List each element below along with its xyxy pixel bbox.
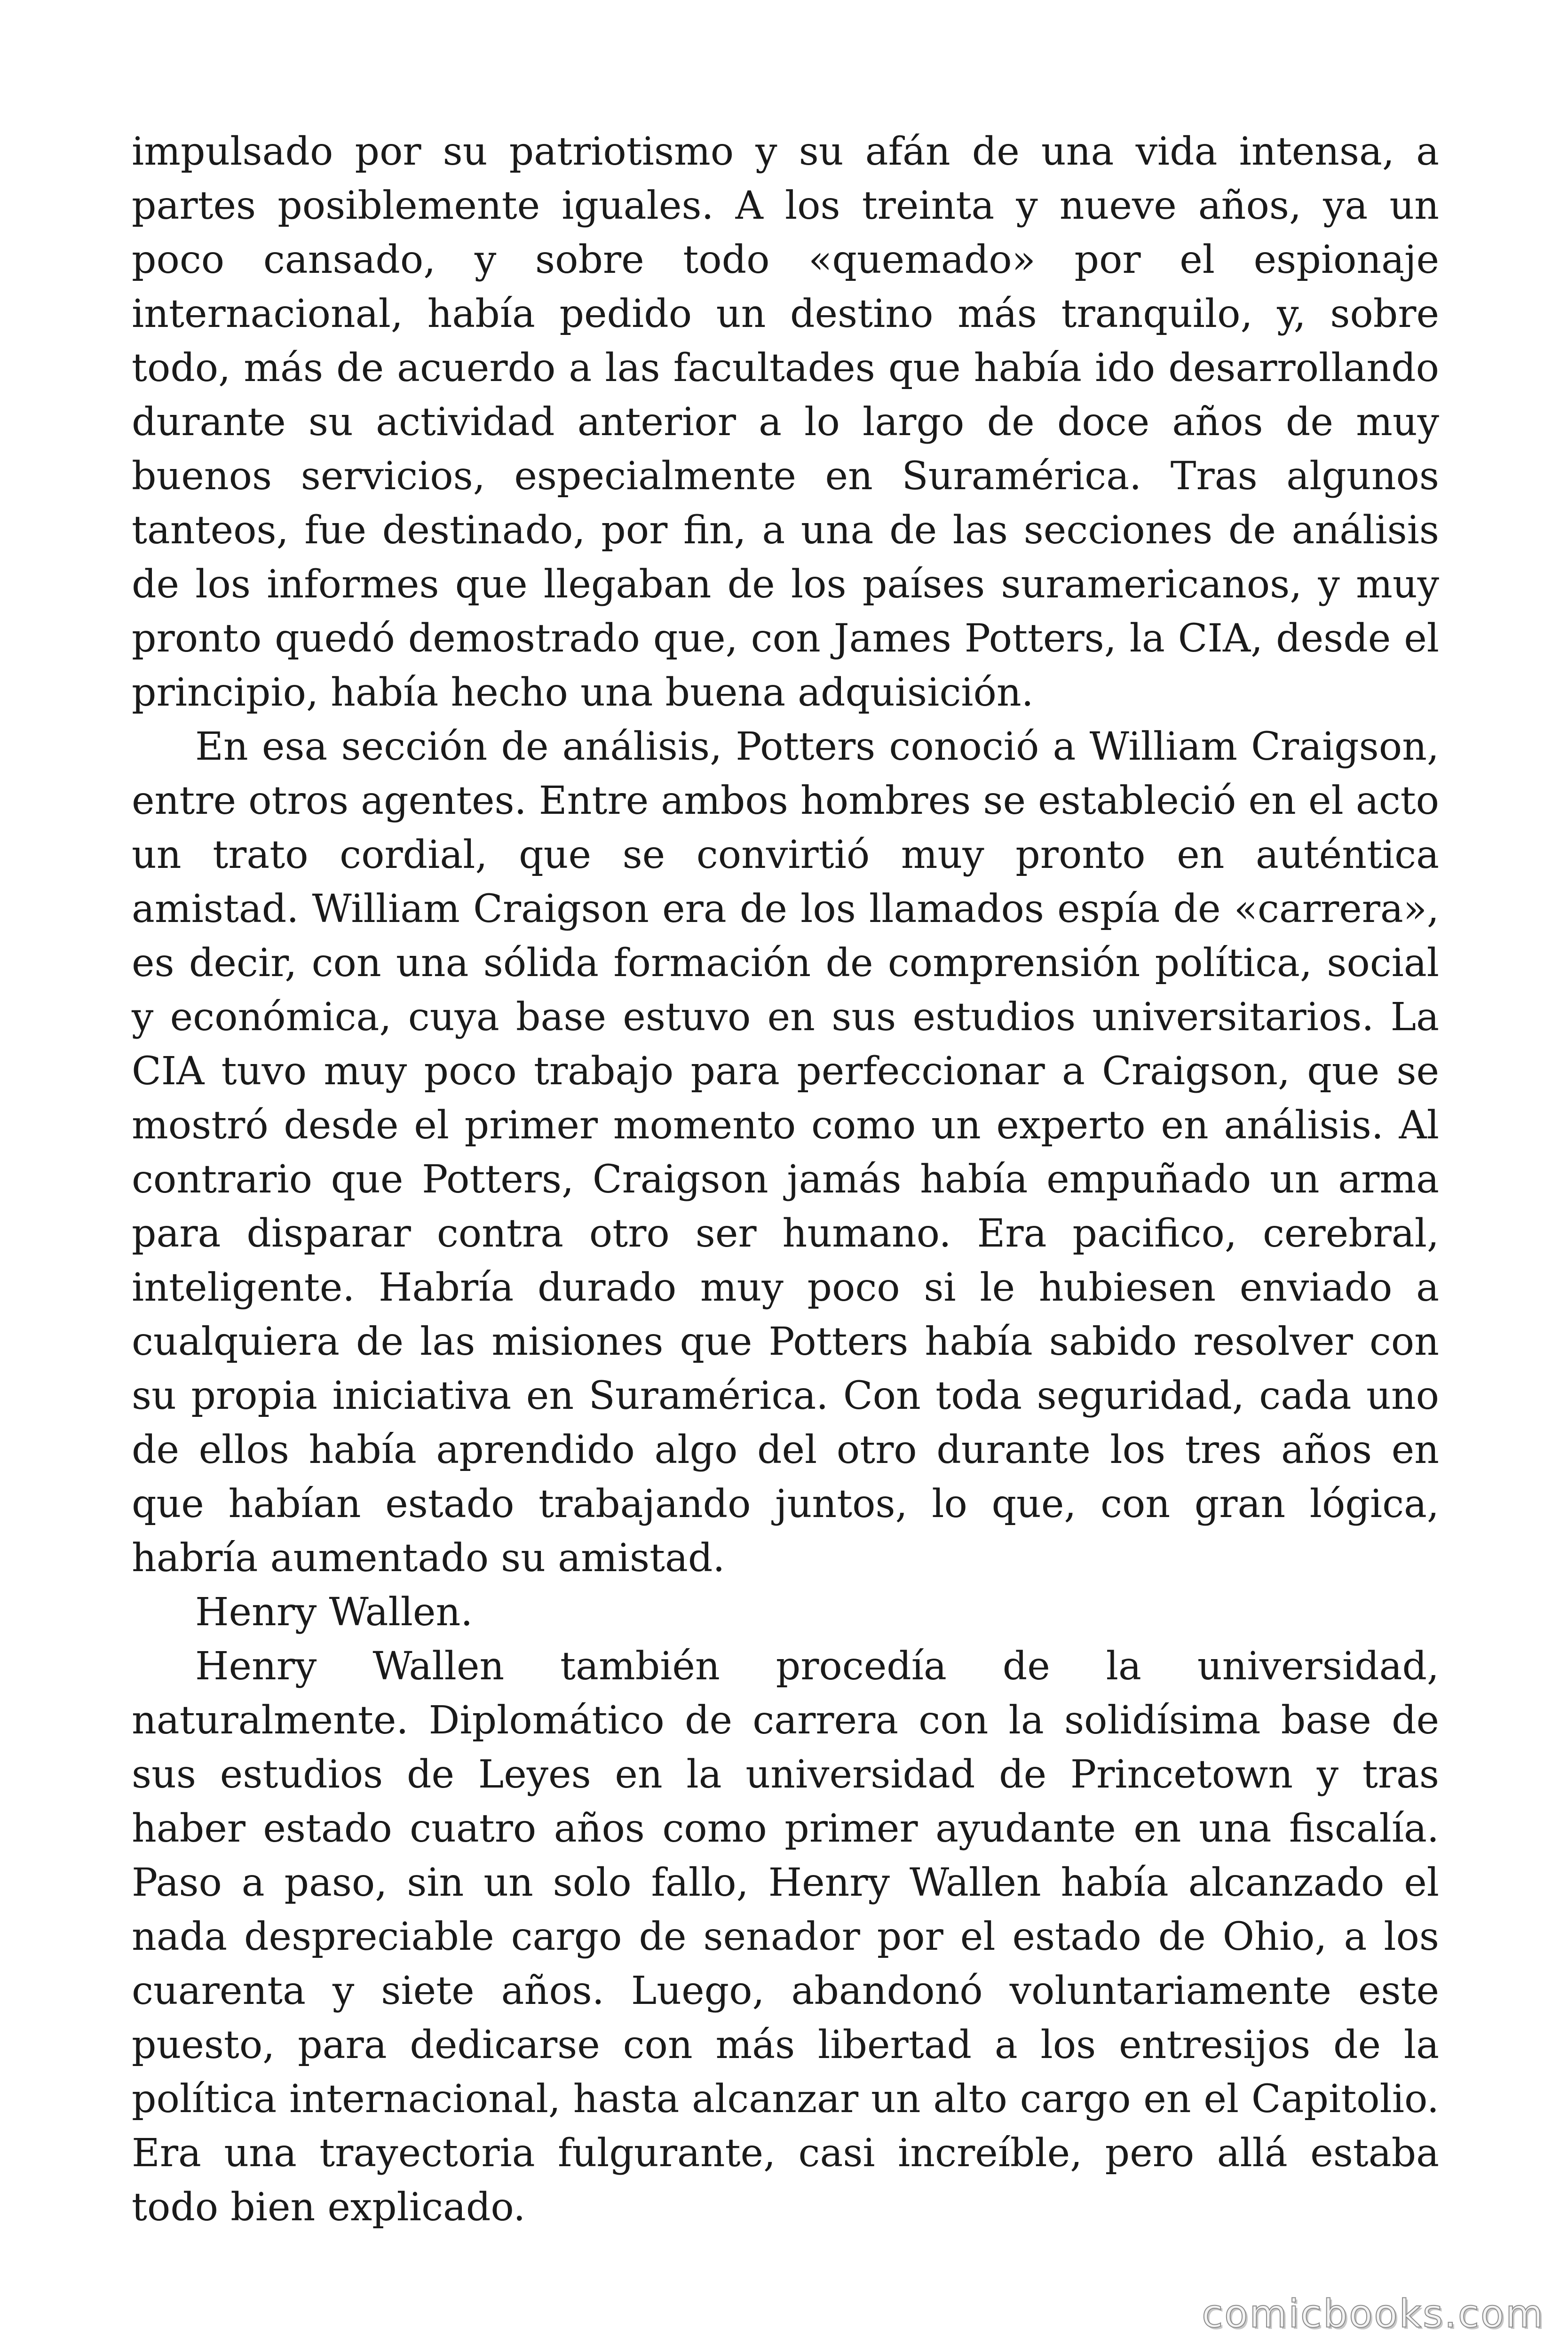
paragraph-henry-wallen-heading: Henry Wallen. xyxy=(195,1590,473,1635)
paragraph-wallen: Henry Wallen también procedía de la universidad, naturalmente. Diplomático de carrera con la solidísima base de sus estudios de Leyes en la universidad de Princetown y tras haber estado cuatro años como primer ayudante en una fiscalía. Paso a paso, sin un solo fallo, Henry Wallen había alcanzado el nada despreciable cargo de senador por el estado de Ohio, a los cuarenta y siete años. Luego, abandonó voluntariamente este puesto, para dedicarse con más libertad a los entresijos de la política internacional, hasta alcanzar un alto cargo en el Capitolio. Era una trayectoria fulgurante, casi increíble, pero allá estaba todo bien explicado. xyxy=(132,1644,1439,2230)
paragraph-continuation: impulsado por su patriotismo y su afán de una vida intensa, a partes posiblemente iguales. A los treinta y nueve años, ya un poco cansado, y sobre todo «quemado» por el espionaje internacional, había pedido un destino más tranquilo, y, sobre todo, más de acuerdo a las facultades que había ido desarrollando durante su actividad anterior a lo largo de doce años de muy buenos servicios, especialmente en Suramérica. Tras algunos tanteos, fue destinado, por fin, a una de las secciones de análisis de los informes que llegaban de los países suramericanos, y muy pronto quedó demostrado que, con James Potters, la CIA, desde el principio, había hecho una buena adquisición. xyxy=(132,129,1439,715)
book-page-body xyxy=(132,125,1439,2234)
watermark: comicbooks.com xyxy=(1202,2292,1544,2336)
paragraph-craigson: En esa sección de análisis, Potters conoció a William Craigson, entre otros agentes. Entre ambos hombres se estableció en el acto un trato cordial, que se convirtió muy pronto en auténtica amistad. William Craigson era de los llamados espía de «carrera», es decir, con una sólida formación de comprensión política, social y económica, cuya base estuvo en sus estudios universitarios. La CIA tuvo muy poco trabajo para perfeccionar a Craigson, que se mostró desde el primer momento como un experto en análisis. Al contrario que Potters, Craigson jamás había empuñado un arma para disparar contra otro ser humano. Era pacifico, cerebral, inteligente. Habría durado muy poco si le hubiesen enviado a cualquiera de las misiones que Potters había sabido resolver con su propia iniciativa en Suramérica. Con toda seguridad, cada uno de ellos había aprendido algo del otro durante los tres años en que habían estado trabajando juntos, lo que, con gran lógica, habría aumentado su amistad. xyxy=(132,724,1439,1581)
